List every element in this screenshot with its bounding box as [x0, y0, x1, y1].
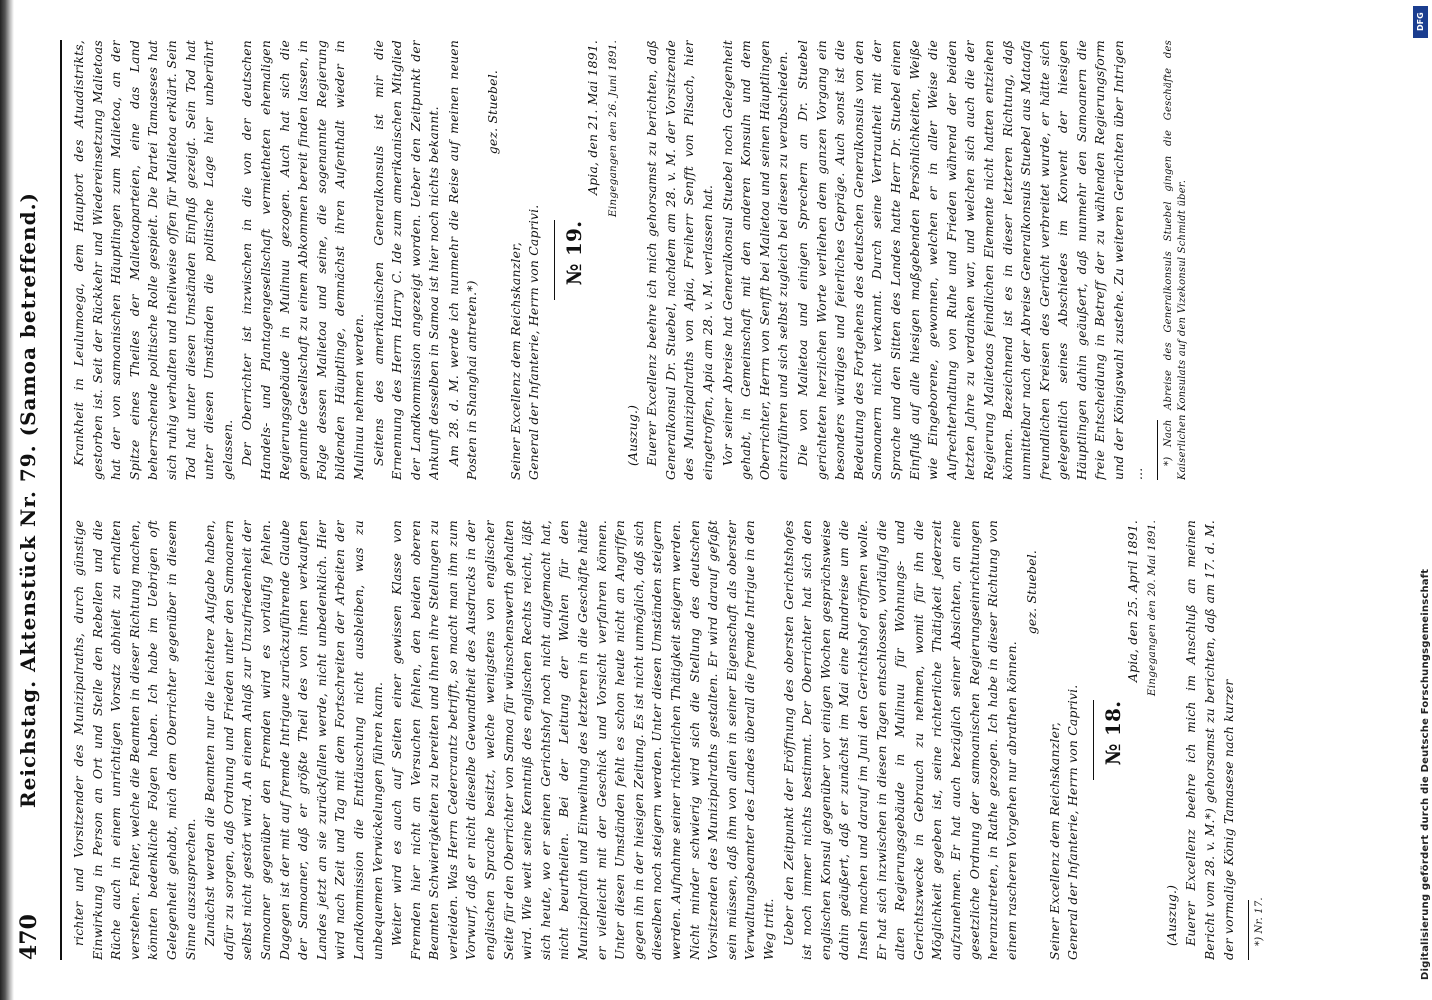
signature: gez. Stuebel. [485, 70, 501, 155]
paragraph: Zunächst werden die Beamten nur die leichtere Aufgabe haben, dafür zu sorgen, daß Ordnung und Frieden unter den Samoanern selbst nicht gestört wird. An einem Anlaß zur Unzufriedenheit der Samoaner gegenüber den Fremden wird es vorläufig fehlen. Dagegen ist der mit auf fremde Intrigue zurückzuführende Glaube der Samoaner, daß er größte Theil des von ihnen verkauften Landes jetzt an sie zurückfallen werde, nicht unbedenklich. Hier wird nach Zeit und Tag mit dem Fortschreiten der Arbeiten der Landkommission die Enttäuschung nicht ausbleiben, was zu unbequemen Verwickelungen führen kann. [202, 520, 385, 960]
paragraph: Euerer Excellenz beehre ich mich gehorsamst zu berichten, daß Generalkonsul Dr. Stuebel, nachdem am 28. v. M. der Vorsitzende des Munizipalraths von Apia, Freiherr Senfft von Pilsach, hier eingetroffen, Apia am 28. v. M. verlassen hat. [644, 40, 715, 480]
excerpt-label: (Auszug.) [624, 404, 640, 466]
paragraph: Weiter wird es auch auf Seiten einer gewissen Klasse von Fremden hier nicht an Versuchen fehlen, den beiden oberen Beamten Schwierigkeiten zu bereiten und ihnen ihre Stellungen zu verleiden. Was Herrn Cedercrantz betrifft, so macht man ihm zum Vorwurf, daß er nicht dieselbe Gewandtheit des Ausdrucks in der englischen Sprache besitzt, welche wenigstens von englischer Seite für den Oberrichter von Samoa für wünschenswerth gehalten wird. Wie weit seine Kenntniß des englischen Rechts reicht, läßt sich heute, wo er seinen Gerichtshof noch nicht aufgemacht hat, nicht beurtheilen. Bei der Leitung der Wahlen für den Munizipalrath und Einweihung des letzteren in die Geschäfte hätte er vielleicht mit der Geschick und Vorsicht verfahren können. Unter diesen Umständen fehlt es schon heute nicht an Angriffen gegen ihn in der hiesigen Zeitung. Es ist nicht unmöglich, daß sich dieselben noch steigern werden. Unter diesen Umständen steigern werden. Aufnahme seiner richterlichen Thätigkeit steigern werden. Nicht minder schwierig wird sich die Stellung des deutschen Vorsitzenden des Munizipalraths gestalten. Er wird darauf gefaßt sein müssen, daß ihm von allen in seiner Eigenschaft als oberster Verwaltungsbeamter des Landes überall die fremde Intrigue in den Weg tritt. [389, 520, 776, 960]
received-date: Eingegangen den 20. Mai 1891. [1146, 520, 1159, 697]
paragraph: Vor seiner Abreise hat Generalkonsul Stuebel noch Gelegenheit gehabt, in Gemeinschaft mit den anderen Konsuln und dem Oberrichter, Herrn von Senfft bei Malietoa und seinen Häuptlingen einzuführen und sich selbst zugleich bei diesen zu verabschieden. [719, 40, 791, 480]
address-line: Seiner Excellenz dem Reichskanzler, [507, 241, 523, 480]
dateline: Apia, den 25. April 1891. [1124, 520, 1140, 683]
page-number: 470 [16, 914, 42, 960]
page-running-title: Reichstag. Aktenstück Nr. 79. (Samoa betreffend.) [16, 192, 40, 808]
header-rule [60, 40, 62, 960]
excerpt-label: (Auszug.) [1163, 884, 1179, 946]
page-header [16, 40, 46, 960]
paragraph: Der Oberrichter ist inzwischen in die von der deutschen Handels- und Plantagengesellschaft vermietheten ehemaligen Regierungsgebäude in Mulinuu gezogen. Auch hat sich die genannte Gesellschaft zu einem Abkommen bereit finden lassen, in Folge dessen Malietoa und seine, die sogenannte Regierung bildenden Häuptlinge, demnächst ihren Aufenthalt wieder in Mulinuu nehmen werden. [239, 40, 366, 480]
dateline: Apia, den 21. Mai 1891. [585, 40, 601, 195]
address-line: General der Infanterie, Herrn von Caprivi. [526, 204, 542, 480]
digitization-notice [1408, 0, 1432, 1000]
footnote: *) Nach Abreise des Generalkonsuls Stuebel gingen die Geschäfte des Kaiserlichen Konsulats auf den Vizekonsul Schmidt über. [1163, 40, 1189, 480]
address-line: Seiner Excellenz dem Reichskanzler, [1046, 721, 1062, 960]
paragraph: Am 28. d. M. werde ich nunmehr die Reise auf meinen neuen Posten in Shanghai antreten.*) [445, 40, 480, 480]
paragraph: Ueber den Zeitpunkt der Eröffnung des obersten Gerichtshofes ist noch immer nichts bestimmt. Der Oberrichter hat sich den englischen Konsul gegenüber vor einigen Wochen gesprächsweise dahin geäußert, daß er zunächst im Mai eine Rundreise um die Inseln machen und darauf im Juni den Gerichtshof eröffnen wolle. Er hat sich inzwischen in diesen Tagen entschlossen, vorläufig die alten Regierungsgebäude in Mulinuu für Wohnungs- und Gerichtszwecke in Gebrauch zu nehmen, womit für ihn die Möglichkeit gegeben ist, seine richterliche Thätigkeit jederzeit aufzunehmen. Er hat auch bezüglich seiner Absichten, an eine gesetzliche Ordnung der samoanischen Regierungseinrichtungen heranzutreten, in Rathe gezogen. Ich habe in dieser Richtung von einem rascheren Vorgehen nur abrathen können. [780, 520, 1019, 960]
document-number: № 18. [1101, 700, 1126, 766]
left-text-column [70, 520, 1360, 960]
paragraph: Krankheit in Leulumoega, dem Hauptort des Atuadistrikts, gestorben ist. Seit der Rückkehr und Wiedereinsetzung Malietoas hat der von samoanischen Häuptlingen zum Malietoa, an der Spitze eines Theiles der Malietoaparteien, eine das Land beherrschende politische Rolle gespielt. Die Partei Tamaseses hat sich ruhig verhalten und theilweise offen für Malietoa erklärt. Sein Tod hat unter diesen Umständen Einfluß gezeigt. Sein Tod hat unter diesen Umständen die politische Lage hier unberührt gelassen. [71, 40, 235, 480]
digitization-notice-text: Digitalisierung gefördert durch die Deutsche Forschungsgemeinschaft [1420, 568, 1431, 980]
footnote-rule [1157, 420, 1158, 480]
paragraph: Die von Malietoa und einigen Sprechern an Dr. Stuebel gerichteten herzlichen Worte verliehen dem ganzen Vorgang ein besonders würdiges und feierliches Gepräge. Auch sonst ist die Bedeutung des Fortgehens des deutschen Generalkonsuls von den Samoanern nicht verkannt. Durch seine Vertrautheit mit der Sprache und den Sitten des Landes hatte Herr Dr. Stuebel einen Einfluß auf alle hiesigen maßgebenden Persönlichkeiten, Weiße wie Eingeborene, gewonnen, welchen er in aller Weise die Aufrechterhaltung von Ruhe und Frieden während der beiden letzten Jahre zu verdanken war, und welchen sich auch die der Regierung Malietoas feindlichen Elemente nicht hatten entziehen können. Bezeichnend ist es in dieser letzteren Richtung, daß unmittelbar nach der Abreise Generalkonsuls Stuebel aus Mataafa freundlichen Kreisen des Gerücht verbreitet wurde, er hätte sich gelegentlich seines Abschiedes im Konvent der hiesigen Häuptlingen dahin geäußert, daß nunmehr den Samoanern die freie Entscheidung in Betreff der zu wählenden Regierungsform und der Königswahl zustehe. Zu weiteren Gerüchten über Intrigen ... [794, 40, 1145, 480]
received-date: Eingegangen den 26. Juni 1891. [607, 40, 620, 218]
paragraph: Euerer Excellenz beehre ich mich im Anschluß an meinen Bericht vom 28. v. M.*) gehorsamst zu berichten, daß am 17. d. M. der vormalige König Tamasese nach kurzer [1183, 520, 1236, 960]
paragraph: richter und Vorsitzender des Munizipalraths, durch günstige Einwirkung in Person an Ort und Stelle den Rebellen und die Rüche auch in einem unrichtigen Vorsatz abhielt zu erhalten verstehen. Fehler, welche die Beamten in dieser Richtung machen, könnten bedenkliche Folgen haben. Ich habe im Uebrigen oft Gelegenheit gehabt, mich dem Oberrichter gegenüber in diesem Sinne auszusprechen. [71, 520, 198, 960]
section-divider [1093, 700, 1094, 780]
section-divider [554, 220, 555, 300]
right-text-column [70, 40, 1360, 480]
footnote-rule [1248, 900, 1249, 960]
signature: gez. Stuebel. [1024, 550, 1040, 635]
dfg-logo: DFG [1413, 6, 1428, 38]
document-number: № 19. [561, 220, 586, 286]
address-line: General der Infanterie, Herrn von Caprivi. [1065, 684, 1081, 960]
footnote: *) Nr. 17. [1254, 897, 1266, 946]
paragraph: Seitens des amerikanischen Generalkonsuls ist mir die Ernennung des Herrn Harry C. Ide zum amerikanischen Mitglied der Landkommission angezeigt worden. Ueber den Zeitpunkt der Ankunft desselben in Samoa ist hier noch nichts bekannt. [370, 40, 442, 480]
